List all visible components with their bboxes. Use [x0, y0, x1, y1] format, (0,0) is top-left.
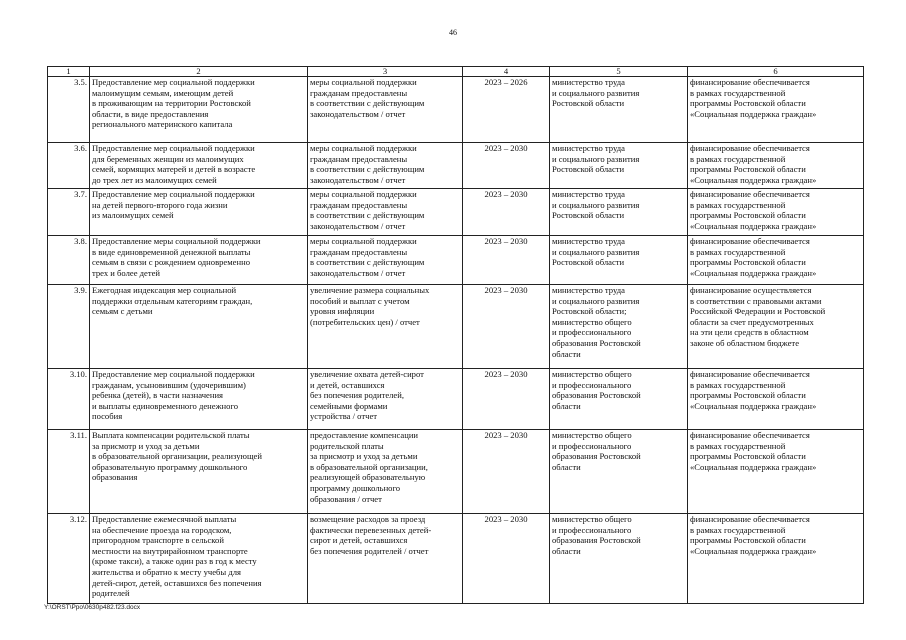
row-number: 3.8.: [48, 236, 90, 285]
period-cell: 2023 – 2030: [463, 285, 550, 369]
document-file-path: Y:\ORST\Ppo\0630p482.f23.docx: [44, 604, 141, 611]
measures-table: [47, 66, 864, 604]
executor-cell: министерство труда и социального развития Ростовской области: [550, 143, 688, 189]
measure-cell: Предоставление мер социальной поддержки для беременных женщин из малоимущих семей, кормящих матерей и детей в возрасте до трех лет из малоимущих семей: [90, 143, 308, 189]
row-number: 3.12.: [48, 514, 90, 604]
measure-cell: Предоставление ежемесячной выплаты на обеспечение проезда на городском, пригородном транспорте в сельской местности на внутрирайонном транспорте (кроме такси), а также один раз в год к месту жительства и обратно к месту учебы для детей-сирот, детей, оставшихся без попечения родителей: [90, 514, 308, 604]
executor-cell: министерство труда и социального развития Ростовской области: [550, 189, 688, 236]
period-cell: 2023 – 2026: [463, 77, 550, 143]
funding-cell: финансирование обеспечивается в рамках государственной программы Ростовской области «Социальная поддержка граждан»: [688, 514, 864, 604]
measure-cell: Предоставление мер социальной поддержки малоимущим семьям, имеющим детей в проживающим на территории Ростовской области, в виде предоставления регионального материнского капитала: [90, 77, 308, 143]
measure-cell: Ежегодная индексация мер социальной поддержки отдельным категориям граждан, семьям с детьми: [90, 285, 308, 369]
period-cell: 2023 – 2030: [463, 189, 550, 236]
result-cell: меры социальной поддержки гражданам предоставлены в соответствии с действующим законодательством / отчет: [308, 236, 463, 285]
table-row: [48, 430, 864, 514]
row-number: 3.11.: [48, 430, 90, 514]
result-cell: меры социальной поддержки гражданам предоставлены в соответствии с действующим законодательством / отчет: [308, 143, 463, 189]
row-number: 3.5.: [48, 77, 90, 143]
result-cell: меры социальной поддержки гражданам предоставлены в соответствии с действующим законодательством / отчет: [308, 189, 463, 236]
result-cell: увеличение охвата детей-сирот и детей, оставшихся без попечения родителей, семейными формами устройства / отчет: [308, 369, 463, 430]
table-row: [48, 77, 864, 143]
result-cell: предоставление компенсации родительской платы за присмотр и уход за детьми в образовательной организации, реализующей образовательную программу дошкольного образования / отчет: [308, 430, 463, 514]
funding-cell: финансирование обеспечивается в рамках государственной программы Ростовской области «Социальная поддержка граждан»: [688, 369, 864, 430]
executor-cell: министерство общего и профессионального образования Ростовской области: [550, 430, 688, 514]
period-cell: 2023 – 2030: [463, 514, 550, 604]
result-cell: меры социальной поддержки гражданам предоставлены в соответствии с действующим законодательством / отчет: [308, 77, 463, 143]
page-number: 46: [449, 28, 457, 37]
table-row: [48, 236, 864, 285]
executor-cell: министерство общего и профессионального образования Ростовской области: [550, 514, 688, 604]
executor-cell: министерство труда и социального развития Ростовской области: [550, 77, 688, 143]
measure-cell: Предоставление мер социальной поддержки гражданам, усыновившим (удочерившим) ребенка (детей), в части назначения и выплаты единовременного денежного пособия: [90, 369, 308, 430]
executor-cell: министерство труда и социального развития Ростовской области: [550, 236, 688, 285]
table-row: [48, 369, 864, 430]
period-cell: 2023 – 2030: [463, 430, 550, 514]
funding-cell: финансирование обеспечивается в рамках государственной программы Ростовской области «Социальная поддержка граждан»: [688, 430, 864, 514]
period-cell: 2023 – 2030: [463, 369, 550, 430]
row-number: 3.7.: [48, 189, 90, 236]
column-header: 2: [90, 67, 308, 77]
column-header: 3: [308, 67, 463, 77]
column-header: 5: [550, 67, 688, 77]
result-cell: увеличение размера социальных пособий и выплат с учетом уровня инфляции (потребительских цен) / отчет: [308, 285, 463, 369]
row-number: 3.6.: [48, 143, 90, 189]
measure-cell: Предоставление меры социальной поддержки в виде единовременной денежной выплаты семьям в связи с рождением одновременно трех и более детей: [90, 236, 308, 285]
period-cell: 2023 – 2030: [463, 236, 550, 285]
table-row: [48, 189, 864, 236]
row-number: 3.10.: [48, 369, 90, 430]
funding-cell: финансирование обеспечивается в рамках государственной программы Ростовской области «Социальная поддержка граждан»: [688, 236, 864, 285]
column-header: 1: [48, 67, 90, 77]
table-row: [48, 143, 864, 189]
result-cell: возмещение расходов за проезд фактически перевезенных детей- сирот и детей, оставшихся без попечения родителей / отчет: [308, 514, 463, 604]
measure-cell: Выплата компенсации родительской платы за присмотр и уход за детьми в образовательной организации, реализующей образовательную программу дошкольного образования: [90, 430, 308, 514]
funding-cell: финансирование обеспечивается в рамках государственной программы Ростовской области «Социальная поддержка граждан»: [688, 189, 864, 236]
funding-cell: финансирование обеспечивается в рамках государственной программы Ростовской области «Социальная поддержка граждан»: [688, 143, 864, 189]
table-header-row: [48, 67, 864, 77]
table-row: [48, 285, 864, 369]
row-number: 3.9.: [48, 285, 90, 369]
executor-cell: министерство труда и социального развития Ростовской области; министерство общего и профессионального образования Ростовской области: [550, 285, 688, 369]
funding-cell: финансирование осуществляется в соответствии с правовыми актами Российской Федерации и Ростовской области за счет предусмотренных на эти цели средств в областном законе об областном бюджете: [688, 285, 864, 369]
column-header: 6: [688, 67, 864, 77]
measure-cell: Предоставление мер социальной поддержки на детей первого-второго года жизни из малоимущих семей: [90, 189, 308, 236]
funding-cell: финансирование обеспечивается в рамках государственной программы Ростовской области «Социальная поддержка граждан»: [688, 77, 864, 143]
period-cell: 2023 – 2030: [463, 143, 550, 189]
executor-cell: министерство общего и профессионального образования Ростовской области: [550, 369, 688, 430]
table-row: [48, 514, 864, 604]
column-header: 4: [463, 67, 550, 77]
